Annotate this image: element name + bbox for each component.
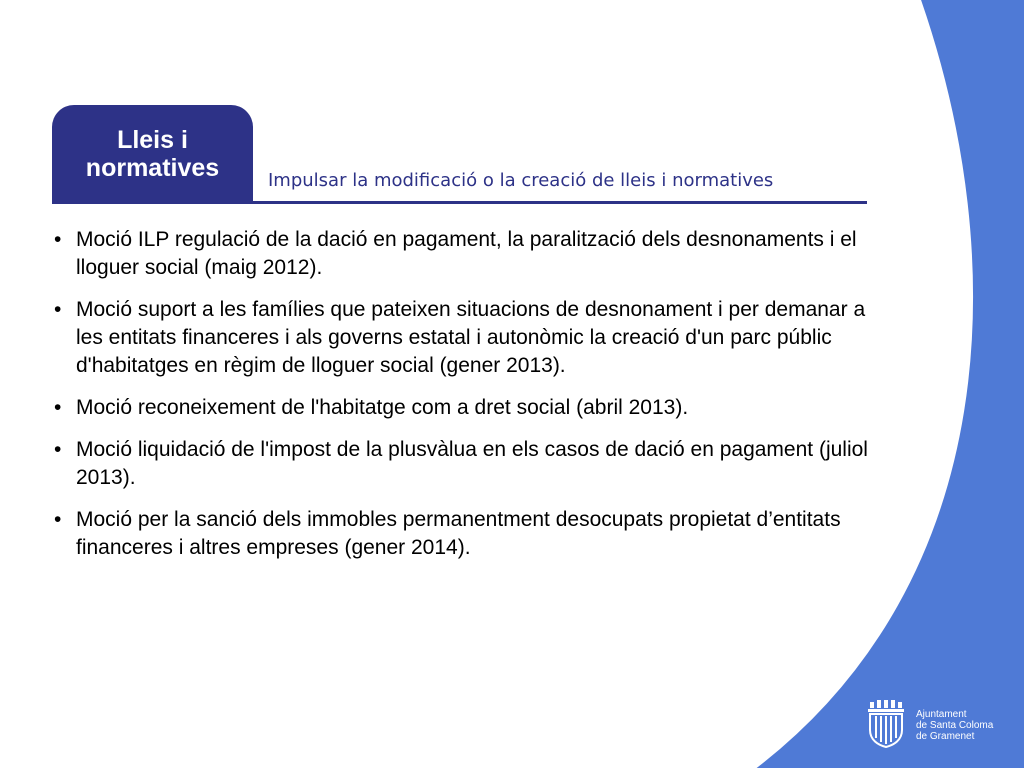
- list-item-text: Moció suport a les famílies que pateixen situacions de desnonament i per demanar a les entitats financeres i als governs estatal i autonòmic la creació d'un parc públic d'habitatges en règim de lloguer social (gener 2013).: [76, 298, 866, 377]
- municipal-name-line3: de Gramenet: [916, 731, 975, 742]
- list-item: [52, 506, 872, 562]
- list-item: [52, 226, 872, 282]
- coat-of-arms-icon: [862, 700, 908, 748]
- motion-list: [52, 226, 872, 576]
- municipal-name-line1: Ajuntament: [916, 709, 967, 720]
- municipal-name-line2: de Santa Coloma: [916, 720, 994, 731]
- section-tab: [52, 105, 253, 202]
- header-divider: [52, 201, 867, 204]
- bullet-icon: •: [54, 396, 62, 419]
- section-tab-line1: Lleis i: [117, 125, 188, 154]
- bullet-icon: •: [54, 298, 62, 321]
- list-item: [52, 394, 872, 422]
- municipal-logo: [862, 700, 1022, 750]
- bullet-icon: •: [54, 228, 62, 251]
- list-item: [52, 436, 872, 492]
- list-item-text: Moció liquidació de l'impost de la plusvàlua en els casos de dació en pagament (juliol 2013).: [76, 438, 868, 489]
- section-subtitle: Impulsar la modificació o la creació de lleis i normatives: [268, 170, 774, 191]
- list-item: [52, 296, 872, 380]
- bullet-icon: •: [54, 508, 62, 531]
- list-item-text: Moció per la sanció dels immobles permanentment desocupats propietat d’entitats financeres i altres empreses (gener 2014).: [76, 508, 841, 559]
- list-item-text: Moció ILP regulació de la dació en pagament, la paralització dels desnonaments i el lloguer social (maig 2012).: [76, 228, 857, 279]
- section-tab-line2: normatives: [85, 153, 220, 182]
- municipal-name: [916, 709, 993, 742]
- list-item-text: Moció reconeixement de l'habitatge com a dret social (abril 2013).: [76, 396, 689, 419]
- bullet-icon: •: [54, 438, 62, 461]
